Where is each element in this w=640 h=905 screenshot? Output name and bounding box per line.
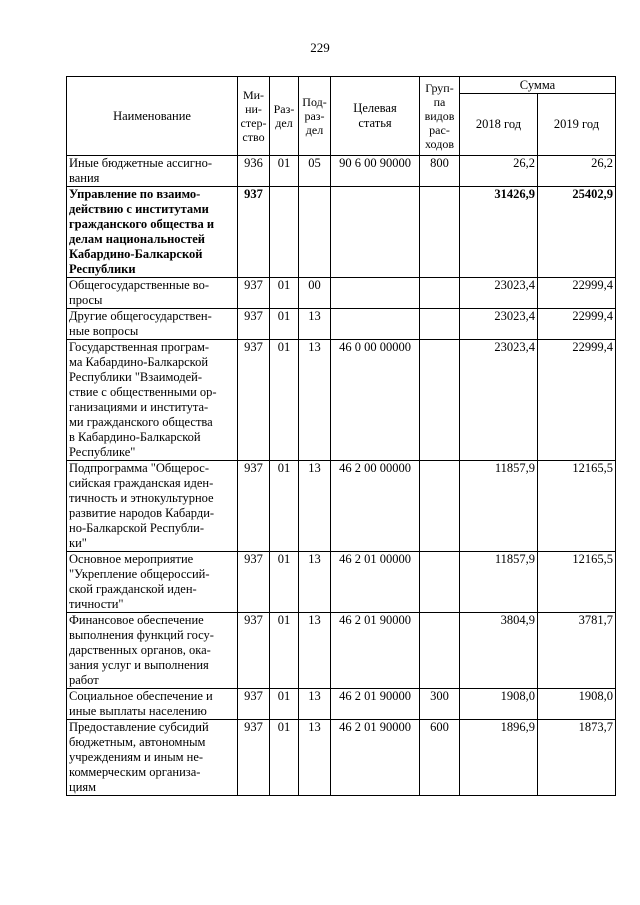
table-row	[67, 720, 616, 796]
cell-section	[270, 187, 299, 278]
cell-y2019: 3781,7	[538, 613, 616, 689]
cell-subsection: 13	[299, 720, 331, 796]
cell-y2019: 12165,5	[538, 461, 616, 552]
cell-target: 46 2 00 00000	[331, 461, 420, 552]
cell-subsection	[299, 187, 331, 278]
cell-target: 46 2 01 90000	[331, 720, 420, 796]
cell-target	[331, 309, 420, 340]
header-target-text: Целевая статья	[353, 101, 397, 130]
header-subsection	[299, 77, 331, 156]
cell-target	[331, 187, 420, 278]
cell-target: 46 2 01 90000	[331, 613, 420, 689]
header-section-text: Раз- дел	[273, 102, 295, 130]
table-row	[67, 552, 616, 613]
cell-section: 01	[270, 156, 299, 187]
cell-subsection: 00	[299, 278, 331, 309]
table-row	[67, 613, 616, 689]
cell-name: Финансовое обеспечение выполнения функций госу- дарственных органов, ока- зания услуг и выполнения работ	[67, 613, 238, 689]
cell-ministry: 937	[238, 689, 270, 720]
cell-section: 01	[270, 552, 299, 613]
header-target	[331, 77, 420, 156]
header-sum: Сумма	[460, 77, 616, 94]
cell-subsection: 13	[299, 552, 331, 613]
cell-subsection: 05	[299, 156, 331, 187]
table-body	[67, 156, 616, 796]
cell-y2018: 1908,0	[460, 689, 538, 720]
cell-ministry: 937	[238, 613, 270, 689]
cell-target: 90 6 00 90000	[331, 156, 420, 187]
header-subsection-text: Под- раз- дел	[302, 95, 327, 137]
table-row	[67, 461, 616, 552]
cell-subsection: 13	[299, 309, 331, 340]
cell-y2019: 1873,7	[538, 720, 616, 796]
table-row	[67, 156, 616, 187]
cell-section: 01	[270, 278, 299, 309]
cell-group	[420, 613, 460, 689]
cell-ministry: 937	[238, 309, 270, 340]
cell-ministry: 937	[238, 461, 270, 552]
cell-subsection: 13	[299, 340, 331, 461]
cell-subsection: 13	[299, 689, 331, 720]
cell-subsection: 13	[299, 613, 331, 689]
cell-y2018: 11857,9	[460, 461, 538, 552]
cell-y2019: 22999,4	[538, 340, 616, 461]
cell-name: Предоставление субсидий бюджетным, автономным учреждениям и иным не- коммерческим организа- циям	[67, 720, 238, 796]
cell-group	[420, 552, 460, 613]
cell-group	[420, 461, 460, 552]
cell-ministry: 937	[238, 552, 270, 613]
cell-y2018: 23023,4	[460, 309, 538, 340]
cell-y2018: 1896,9	[460, 720, 538, 796]
cell-ministry: 937	[238, 340, 270, 461]
cell-name: Социальное обеспечение и иные выплаты населению	[67, 689, 238, 720]
cell-y2018: 23023,4	[460, 278, 538, 309]
cell-section: 01	[270, 689, 299, 720]
table-row	[67, 309, 616, 340]
cell-section: 01	[270, 340, 299, 461]
cell-y2019: 12165,5	[538, 552, 616, 613]
cell-ministry: 937	[238, 187, 270, 278]
cell-name: Общегосударственные во- просы	[67, 278, 238, 309]
cell-target: 46 0 00 00000	[331, 340, 420, 461]
cell-y2019: 22999,4	[538, 309, 616, 340]
cell-y2018: 3804,9	[460, 613, 538, 689]
cell-group	[420, 309, 460, 340]
cell-name: Иные бюджетные ассигно- вания	[67, 156, 238, 187]
cell-ministry: 936	[238, 156, 270, 187]
cell-y2018: 11857,9	[460, 552, 538, 613]
header-2018: 2018 год	[460, 94, 538, 156]
table-row	[67, 278, 616, 309]
cell-y2019: 22999,4	[538, 278, 616, 309]
cell-group	[420, 187, 460, 278]
cell-name: Другие общегосударствен- ные вопросы	[67, 309, 238, 340]
header-2019: 2019 год	[538, 94, 616, 156]
cell-y2018: 26,2	[460, 156, 538, 187]
cell-group: 300	[420, 689, 460, 720]
header-ministry	[238, 77, 270, 156]
cell-y2018: 23023,4	[460, 340, 538, 461]
cell-target	[331, 278, 420, 309]
cell-name: Управление по взаимо- действию с институтами гражданского общества и делам национальностей Кабардино-Балкарской Республики	[67, 187, 238, 278]
cell-y2018: 31426,9	[460, 187, 538, 278]
cell-target: 46 2 01 90000	[331, 689, 420, 720]
cell-y2019: 26,2	[538, 156, 616, 187]
table-row	[67, 187, 616, 278]
cell-y2019: 1908,0	[538, 689, 616, 720]
cell-name: Основное мероприятие "Укрепление общероссий- ской гражданской иден- тичности"	[67, 552, 238, 613]
page-number: 229	[310, 40, 330, 55]
cell-group	[420, 278, 460, 309]
cell-ministry: 937	[238, 278, 270, 309]
cell-subsection: 13	[299, 461, 331, 552]
cell-group: 600	[420, 720, 460, 796]
header-group-text: Груп- па видов рас- ходов	[424, 81, 455, 151]
table-row	[67, 340, 616, 461]
header-ministry-text: Ми- ни- стер- ство	[240, 88, 267, 144]
header-name: Наименование	[67, 77, 238, 156]
cell-section: 01	[270, 461, 299, 552]
cell-name: Подпрограмма "Общерос- сийская гражданская иден- тичность и этнокультурное развитие народов Кабарди- но-Балкарской Республи- ки"	[67, 461, 238, 552]
cell-target: 46 2 01 00000	[331, 552, 420, 613]
budget-table	[66, 76, 616, 796]
cell-y2019: 25402,9	[538, 187, 616, 278]
cell-name: Государственная програм- ма Кабардино-Балкарской Республики "Взаимодей- ствие с общественными ор- ганизациями и института- ми гражданского общества в Кабардино-Балкарской Республике"	[67, 340, 238, 461]
cell-section: 01	[270, 720, 299, 796]
header-group	[420, 77, 460, 156]
header-section	[270, 77, 299, 156]
cell-group: 800	[420, 156, 460, 187]
cell-section: 01	[270, 613, 299, 689]
cell-ministry: 937	[238, 720, 270, 796]
cell-group	[420, 340, 460, 461]
table-row	[67, 689, 616, 720]
cell-section: 01	[270, 309, 299, 340]
